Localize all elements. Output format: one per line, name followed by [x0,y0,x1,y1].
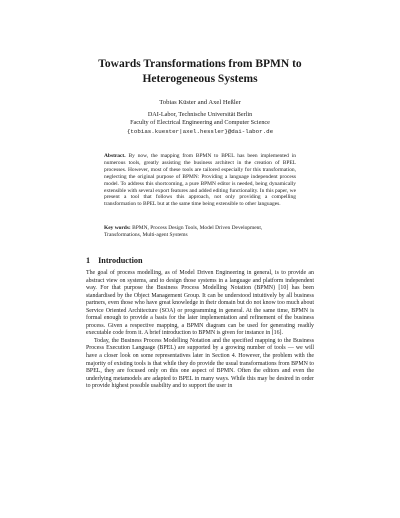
keywords [104,225,296,239]
affiliation-lab: DAI-Labor, Technische Universität Berlin [147,111,253,118]
author-email: {tobias.kuester|axel.hessler}@dai-labor.de [126,127,274,135]
keywords-label: Key words: [104,225,131,231]
authors: Tobias Küster and Axel Heßler [159,99,241,106]
paper-title [60,57,340,87]
paragraph-2: Today, the Business Process Modelling Notation and the specified mapping to the Business Process Execution Language (BPEL) are supported by a growing number of tools — we will have a closer look on some representatives later in Section 4. However, the problem with the majority of existing tools is that while they do provide the usual transformations from BPMN to BPEL, they are focused only on this one aspect of BPMN. Often the editors and even the underlying metamodels are adapted to BPEL in many ways. While this may be desired in order to provide highest possible usability and to support the user in [86,337,314,390]
title-line-2: Heterogeneous Systems [142,73,258,85]
affiliation-faculty: Faculty of Electrical Engineering and Computer Science [130,119,270,127]
abstract-text: By now, the mapping from BPMN to BPEL has been implemented in numerous tools, greatly assisting the business architect in the creation of BPEL processes. However, most of these tools are tailored especially for this transformation, neglecting the original purpose of BPMN: Providing a language independent process model. To address this shortcoming, a pure BPMN editor is needed, being dynamically extensible with several export features and added editing functionality. In this paper, we present a tool that follows this approach, not only providing a compelling transformation to BPEL but at the same time being extensible to other languages. [104,153,297,208]
title-line-1: Towards Transformations from BPMN to [98,58,302,70]
paragraph-1: The goal of process modelling, as of Model Driven Engineering in general, is to provide an abstract view on systems, and to design those systems in a language and platform independent way. For that purpose the Business Process Modelling Notation (BPMN) [10] has been standardised by the Object Management Group. It can be understood intuitively by all business partners, even those who have great knowledge in their domain but do not know too much about Service Oriented Architecture (SOA) or programming in general. At the same time, BPMN is formal enough to provide a basis for the later implementation and refinement of the business process. Given a respective mapping, a BPMN diagram can be used for generating readily executable code from it. A brief introduction to BPMN is given for instance in [16]. [86,270,314,337]
affiliation [60,111,340,136]
abstract [104,153,296,208]
section-title: Introduction [98,256,143,265]
section-heading [86,256,143,265]
keywords-text: BPMN, Process Design Tools, Model Driven Development, Transformations, Multi-agent Systems [104,225,263,238]
section-number: 1 [86,256,91,265]
body-text [86,270,314,391]
abstract-label: Abstract. [104,153,126,159]
